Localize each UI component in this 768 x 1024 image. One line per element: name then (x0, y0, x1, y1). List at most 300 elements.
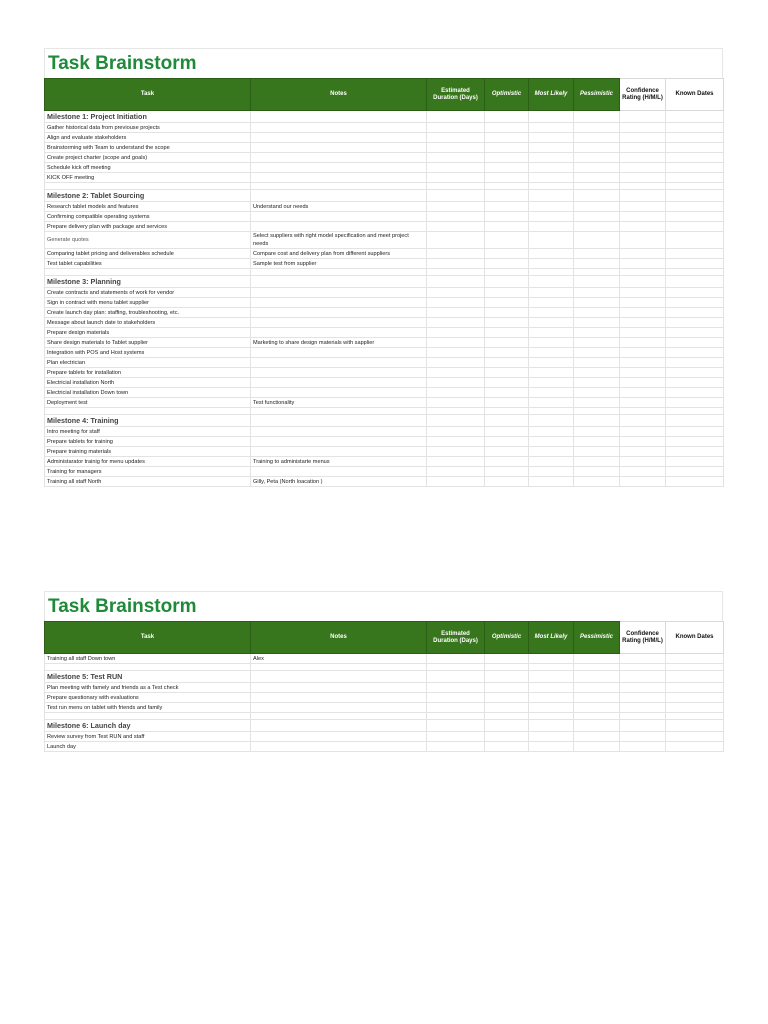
empty-cell[interactable] (666, 318, 724, 328)
empty-cell[interactable] (574, 388, 620, 398)
notes-cell[interactable]: Training to administarte menus (251, 457, 427, 467)
notes-cell[interactable] (251, 212, 427, 222)
empty-cell[interactable] (666, 388, 724, 398)
empty-cell[interactable] (620, 671, 666, 683)
task-cell[interactable]: Create project charter (scope and goals) (45, 153, 251, 163)
empty-cell[interactable] (620, 693, 666, 703)
empty-cell[interactable] (574, 143, 620, 153)
empty-cell[interactable] (485, 173, 529, 183)
empty-cell[interactable] (666, 259, 724, 269)
header-notes[interactable]: Notes (251, 79, 427, 111)
empty-cell[interactable] (666, 288, 724, 298)
empty-cell[interactable] (574, 457, 620, 467)
empty-cell[interactable] (427, 654, 485, 664)
empty-cell[interactable] (529, 671, 574, 683)
empty-cell[interactable] (427, 720, 485, 732)
empty-cell[interactable] (620, 318, 666, 328)
empty-cell[interactable] (666, 477, 724, 487)
empty-cell[interactable] (529, 202, 574, 212)
empty-cell[interactable] (485, 318, 529, 328)
notes-cell[interactable]: Alex (251, 654, 427, 664)
empty-cell[interactable] (485, 232, 529, 249)
empty-cell[interactable] (529, 457, 574, 467)
empty-cell[interactable] (485, 693, 529, 703)
notes-cell[interactable] (251, 348, 427, 358)
empty-cell[interactable] (666, 328, 724, 338)
empty-cell[interactable] (529, 123, 574, 133)
empty-cell[interactable] (574, 269, 620, 276)
empty-cell[interactable] (620, 358, 666, 368)
empty-cell[interactable] (620, 212, 666, 222)
empty-cell[interactable] (529, 447, 574, 457)
empty-cell[interactable] (574, 202, 620, 212)
notes-cell[interactable] (251, 732, 427, 742)
notes-cell[interactable] (251, 467, 427, 477)
empty-cell[interactable] (427, 298, 485, 308)
task-cell[interactable]: Create launch day plan: staffing, troubleshooting, etc. (45, 308, 251, 318)
empty-cell[interactable] (485, 671, 529, 683)
milestone-cell[interactable]: Milestone 4: Training (45, 415, 251, 427)
empty-cell[interactable] (529, 467, 574, 477)
empty-cell[interactable] (427, 388, 485, 398)
empty-cell[interactable] (529, 415, 574, 427)
task-cell[interactable]: Administarator trainig for menu updates (45, 457, 251, 467)
header-pessimistic[interactable]: Pessimistic (574, 622, 620, 654)
empty-cell[interactable] (574, 348, 620, 358)
task-cell[interactable] (45, 713, 251, 720)
empty-cell[interactable] (620, 202, 666, 212)
empty-cell[interactable] (427, 683, 485, 693)
empty-cell[interactable] (529, 703, 574, 713)
empty-cell[interactable] (666, 720, 724, 732)
task-cell[interactable]: Review survey from Test RUN and staff (45, 732, 251, 742)
header-known-dates[interactable]: Known Dates (666, 622, 724, 654)
empty-cell[interactable] (485, 654, 529, 664)
empty-cell[interactable] (666, 143, 724, 153)
empty-cell[interactable] (529, 232, 574, 249)
empty-cell[interactable] (485, 123, 529, 133)
task-cell[interactable]: Plan electrician (45, 358, 251, 368)
empty-cell[interactable] (485, 338, 529, 348)
empty-cell[interactable] (666, 348, 724, 358)
empty-cell[interactable] (666, 408, 724, 415)
header-notes[interactable]: Notes (251, 622, 427, 654)
empty-cell[interactable] (666, 123, 724, 133)
empty-cell[interactable] (620, 173, 666, 183)
empty-cell[interactable] (529, 348, 574, 358)
empty-cell[interactable] (485, 163, 529, 173)
empty-cell[interactable] (427, 467, 485, 477)
empty-cell[interactable] (529, 249, 574, 259)
notes-cell[interactable] (251, 222, 427, 232)
header-estimated-duration[interactable]: Estimated Duration (Days) (427, 79, 485, 111)
notes-cell[interactable] (251, 133, 427, 143)
empty-cell[interactable] (666, 427, 724, 437)
empty-cell[interactable] (666, 183, 724, 190)
empty-cell[interactable] (620, 713, 666, 720)
empty-cell[interactable] (485, 447, 529, 457)
empty-cell[interactable] (427, 477, 485, 487)
empty-cell[interactable] (574, 288, 620, 298)
empty-cell[interactable] (485, 477, 529, 487)
empty-cell[interactable] (427, 123, 485, 133)
task-cell[interactable]: Sign in contract with menu tablet supplier (45, 298, 251, 308)
empty-cell[interactable] (574, 732, 620, 742)
empty-cell[interactable] (427, 143, 485, 153)
empty-cell[interactable] (485, 683, 529, 693)
task-cell[interactable]: Prepare training materials (45, 447, 251, 457)
milestone-cell[interactable]: Milestone 2: Tablet Sourcing (45, 190, 251, 202)
empty-cell[interactable] (666, 447, 724, 457)
empty-cell[interactable] (427, 288, 485, 298)
empty-cell[interactable] (666, 457, 724, 467)
empty-cell[interactable] (529, 308, 574, 318)
empty-cell[interactable] (529, 143, 574, 153)
notes-cell[interactable] (251, 288, 427, 298)
empty-cell[interactable] (574, 276, 620, 288)
empty-cell[interactable] (666, 222, 724, 232)
empty-cell[interactable] (427, 163, 485, 173)
empty-cell[interactable] (485, 308, 529, 318)
notes-cell[interactable] (251, 388, 427, 398)
notes-cell[interactable] (251, 368, 427, 378)
task-cell[interactable]: Electricial installation Down town (45, 388, 251, 398)
empty-cell[interactable] (574, 153, 620, 163)
empty-cell[interactable] (529, 222, 574, 232)
task-cell[interactable] (45, 269, 251, 276)
empty-cell[interactable] (574, 232, 620, 249)
empty-cell[interactable] (620, 133, 666, 143)
empty-cell[interactable] (666, 298, 724, 308)
empty-cell[interactable] (620, 408, 666, 415)
empty-cell[interactable] (485, 358, 529, 368)
empty-cell[interactable] (485, 190, 529, 202)
task-cell[interactable]: Test run menu on tablet with friends and family (45, 703, 251, 713)
empty-cell[interactable] (574, 173, 620, 183)
empty-cell[interactable] (620, 183, 666, 190)
empty-cell[interactable] (574, 358, 620, 368)
empty-cell[interactable] (574, 222, 620, 232)
empty-cell[interactable] (620, 720, 666, 732)
task-cell[interactable]: Launch day (45, 742, 251, 752)
empty-cell[interactable] (666, 308, 724, 318)
empty-cell[interactable] (529, 328, 574, 338)
empty-cell[interactable] (620, 683, 666, 693)
empty-cell[interactable] (485, 288, 529, 298)
empty-cell[interactable] (574, 398, 620, 408)
empty-cell[interactable] (666, 338, 724, 348)
task-cell[interactable]: Prepare delivery plan with package and services (45, 222, 251, 232)
notes-cell[interactable] (251, 328, 427, 338)
task-cell[interactable]: Prepare tablets for training (45, 437, 251, 447)
empty-cell[interactable] (427, 318, 485, 328)
empty-cell[interactable] (620, 703, 666, 713)
empty-cell[interactable] (620, 447, 666, 457)
notes-cell[interactable] (251, 190, 427, 202)
header-known-dates[interactable]: Known Dates (666, 79, 724, 111)
empty-cell[interactable] (529, 111, 574, 123)
task-cell[interactable]: Schedule kick off meeting (45, 163, 251, 173)
empty-cell[interactable] (529, 713, 574, 720)
task-cell[interactable]: Confirming compatible operating systems (45, 212, 251, 222)
empty-cell[interactable] (427, 259, 485, 269)
notes-cell[interactable] (251, 298, 427, 308)
empty-cell[interactable] (485, 457, 529, 467)
empty-cell[interactable] (620, 664, 666, 671)
empty-cell[interactable] (574, 190, 620, 202)
task-cell[interactable]: Intro meeting for staff (45, 427, 251, 437)
notes-cell[interactable] (251, 742, 427, 752)
empty-cell[interactable] (485, 378, 529, 388)
empty-cell[interactable] (485, 328, 529, 338)
task-cell[interactable]: Deployment test (45, 398, 251, 408)
empty-cell[interactable] (485, 720, 529, 732)
task-cell[interactable] (45, 664, 251, 671)
empty-cell[interactable] (620, 111, 666, 123)
empty-cell[interactable] (666, 378, 724, 388)
empty-cell[interactable] (529, 318, 574, 328)
empty-cell[interactable] (620, 477, 666, 487)
empty-cell[interactable] (485, 467, 529, 477)
notes-cell[interactable]: Compare cost and delivery plan from different suppliers (251, 249, 427, 259)
task-cell[interactable]: Training all staff North (45, 477, 251, 487)
empty-cell[interactable] (574, 683, 620, 693)
empty-cell[interactable] (529, 388, 574, 398)
empty-cell[interactable] (529, 288, 574, 298)
empty-cell[interactable] (620, 163, 666, 173)
empty-cell[interactable] (620, 298, 666, 308)
empty-cell[interactable] (574, 713, 620, 720)
empty-cell[interactable] (485, 732, 529, 742)
empty-cell[interactable] (620, 123, 666, 133)
empty-cell[interactable] (620, 388, 666, 398)
notes-cell[interactable] (251, 153, 427, 163)
empty-cell[interactable] (666, 664, 724, 671)
empty-cell[interactable] (574, 298, 620, 308)
empty-cell[interactable] (485, 143, 529, 153)
notes-cell[interactable] (251, 437, 427, 447)
empty-cell[interactable] (620, 276, 666, 288)
notes-cell[interactable]: Understand our needs (251, 202, 427, 212)
notes-cell[interactable] (251, 143, 427, 153)
empty-cell[interactable] (666, 742, 724, 752)
empty-cell[interactable] (485, 388, 529, 398)
empty-cell[interactable] (529, 133, 574, 143)
empty-cell[interactable] (574, 123, 620, 133)
task-cell[interactable]: Align and evaluate stakeholders (45, 133, 251, 143)
header-pessimistic[interactable]: Pessimistic (574, 79, 620, 111)
empty-cell[interactable] (529, 654, 574, 664)
empty-cell[interactable] (529, 378, 574, 388)
task-cell[interactable]: Create contracts and statements of work for vendor (45, 288, 251, 298)
empty-cell[interactable] (574, 447, 620, 457)
empty-cell[interactable] (485, 111, 529, 123)
header-most-likely[interactable]: Most Likely (529, 622, 574, 654)
empty-cell[interactable] (666, 133, 724, 143)
empty-cell[interactable] (529, 173, 574, 183)
header-task[interactable]: Task (45, 622, 251, 654)
task-cell[interactable]: Comparing tablet pricing and deliverables schedule (45, 249, 251, 259)
empty-cell[interactable] (666, 173, 724, 183)
milestone-cell[interactable]: Milestone 3: Planning (45, 276, 251, 288)
empty-cell[interactable] (666, 249, 724, 259)
empty-cell[interactable] (574, 133, 620, 143)
empty-cell[interactable] (529, 693, 574, 703)
empty-cell[interactable] (427, 447, 485, 457)
empty-cell[interactable] (666, 467, 724, 477)
empty-cell[interactable] (427, 328, 485, 338)
notes-cell[interactable] (251, 713, 427, 720)
empty-cell[interactable] (666, 683, 724, 693)
empty-cell[interactable] (620, 232, 666, 249)
notes-cell[interactable] (251, 693, 427, 703)
notes-cell[interactable] (251, 163, 427, 173)
empty-cell[interactable] (529, 358, 574, 368)
empty-cell[interactable] (620, 654, 666, 664)
empty-cell[interactable] (427, 378, 485, 388)
header-optimistic[interactable]: Optimistic (485, 79, 529, 111)
task-cell[interactable]: Training all staff Down town (45, 654, 251, 664)
empty-cell[interactable] (427, 133, 485, 143)
header-confidence-rating[interactable]: Confidence Rating (H/M/L) (620, 79, 666, 111)
empty-cell[interactable] (427, 713, 485, 720)
header-task[interactable]: Task (45, 79, 251, 111)
empty-cell[interactable] (529, 269, 574, 276)
empty-cell[interactable] (574, 415, 620, 427)
task-cell[interactable]: KICK OFF meeting (45, 173, 251, 183)
empty-cell[interactable] (666, 190, 724, 202)
notes-cell[interactable] (251, 720, 427, 732)
notes-cell[interactable] (251, 447, 427, 457)
empty-cell[interactable] (427, 269, 485, 276)
notes-cell[interactable] (251, 427, 427, 437)
empty-cell[interactable] (529, 163, 574, 173)
empty-cell[interactable] (427, 664, 485, 671)
task-cell[interactable]: Electricial installation North (45, 378, 251, 388)
empty-cell[interactable] (529, 183, 574, 190)
empty-cell[interactable] (485, 415, 529, 427)
empty-cell[interactable] (485, 153, 529, 163)
empty-cell[interactable] (529, 683, 574, 693)
milestone-cell[interactable]: Milestone 6: Launch day (45, 720, 251, 732)
empty-cell[interactable] (485, 202, 529, 212)
notes-cell[interactable] (251, 318, 427, 328)
header-most-likely[interactable]: Most Likely (529, 79, 574, 111)
empty-cell[interactable] (574, 467, 620, 477)
empty-cell[interactable] (574, 742, 620, 752)
empty-cell[interactable] (485, 408, 529, 415)
empty-cell[interactable] (529, 398, 574, 408)
empty-cell[interactable] (620, 328, 666, 338)
notes-cell[interactable] (251, 408, 427, 415)
empty-cell[interactable] (427, 348, 485, 358)
empty-cell[interactable] (427, 671, 485, 683)
empty-cell[interactable] (529, 437, 574, 447)
empty-cell[interactable] (427, 232, 485, 249)
empty-cell[interactable] (427, 190, 485, 202)
milestone-cell[interactable]: Milestone 1: Project Initiation (45, 111, 251, 123)
empty-cell[interactable] (620, 437, 666, 447)
notes-cell[interactable] (251, 269, 427, 276)
empty-cell[interactable] (427, 427, 485, 437)
notes-cell[interactable]: Test functionality (251, 398, 427, 408)
task-cell[interactable]: Integration with POS and Host systems (45, 348, 251, 358)
empty-cell[interactable] (574, 671, 620, 683)
task-cell[interactable]: Gather historical data from previouse projects (45, 123, 251, 133)
empty-cell[interactable] (620, 222, 666, 232)
empty-cell[interactable] (574, 259, 620, 269)
empty-cell[interactable] (574, 111, 620, 123)
empty-cell[interactable] (485, 713, 529, 720)
empty-cell[interactable] (574, 378, 620, 388)
task-cell[interactable]: Plan meeting with famely and friends as a Test check (45, 683, 251, 693)
empty-cell[interactable] (666, 654, 724, 664)
empty-cell[interactable] (485, 259, 529, 269)
empty-cell[interactable] (620, 259, 666, 269)
empty-cell[interactable] (620, 308, 666, 318)
empty-cell[interactable] (574, 328, 620, 338)
empty-cell[interactable] (485, 222, 529, 232)
notes-cell[interactable] (251, 183, 427, 190)
empty-cell[interactable] (666, 703, 724, 713)
empty-cell[interactable] (620, 190, 666, 202)
empty-cell[interactable] (574, 408, 620, 415)
task-cell[interactable]: Brainstorming with Team to understand the scope (45, 143, 251, 153)
empty-cell[interactable] (529, 153, 574, 163)
empty-cell[interactable] (620, 457, 666, 467)
empty-cell[interactable] (666, 671, 724, 683)
empty-cell[interactable] (529, 732, 574, 742)
empty-cell[interactable] (620, 348, 666, 358)
header-confidence-rating[interactable]: Confidence Rating (H/M/L) (620, 622, 666, 654)
empty-cell[interactable] (485, 437, 529, 447)
empty-cell[interactable] (427, 408, 485, 415)
empty-cell[interactable] (485, 398, 529, 408)
empty-cell[interactable] (485, 664, 529, 671)
empty-cell[interactable] (427, 358, 485, 368)
notes-cell[interactable]: Select suppliers with right model specification and meet project needs (251, 232, 427, 249)
empty-cell[interactable] (574, 693, 620, 703)
empty-cell[interactable] (666, 276, 724, 288)
empty-cell[interactable] (529, 212, 574, 222)
empty-cell[interactable] (666, 358, 724, 368)
empty-cell[interactable] (620, 398, 666, 408)
empty-cell[interactable] (574, 664, 620, 671)
notes-cell[interactable] (251, 123, 427, 133)
empty-cell[interactable] (620, 742, 666, 752)
empty-cell[interactable] (620, 732, 666, 742)
notes-cell[interactable] (251, 173, 427, 183)
empty-cell[interactable] (666, 693, 724, 703)
task-cell[interactable]: Share design materials to Tablet supplier (45, 338, 251, 348)
task-cell[interactable]: Prepare design materials (45, 328, 251, 338)
empty-cell[interactable] (574, 308, 620, 318)
empty-cell[interactable] (529, 408, 574, 415)
empty-cell[interactable] (574, 703, 620, 713)
header-optimistic[interactable]: Optimistic (485, 622, 529, 654)
empty-cell[interactable] (666, 437, 724, 447)
empty-cell[interactable] (427, 415, 485, 427)
empty-cell[interactable] (666, 111, 724, 123)
empty-cell[interactable] (485, 368, 529, 378)
empty-cell[interactable] (427, 153, 485, 163)
empty-cell[interactable] (485, 249, 529, 259)
empty-cell[interactable] (427, 398, 485, 408)
task-cell[interactable]: Generate quotes (45, 232, 251, 249)
empty-cell[interactable] (427, 173, 485, 183)
empty-cell[interactable] (529, 368, 574, 378)
empty-cell[interactable] (620, 338, 666, 348)
